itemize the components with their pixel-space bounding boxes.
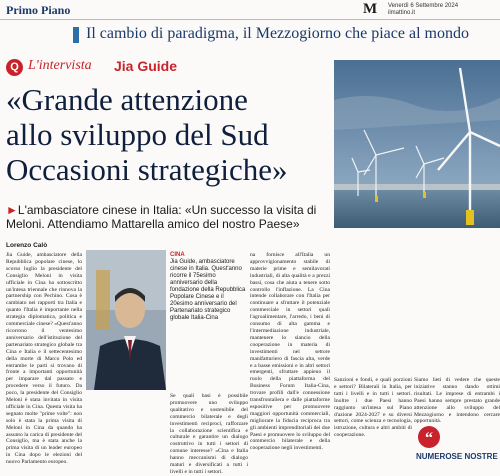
article-column: Se quali basi è possibile promuovere uno sviluppo qualitativo e sostenibile del commercio bilaterale e degli investimenti reciproci, rafforzare la collaborazione scientifica e culturale e garantire un dialogo costruttivo in tutti i settori di comune interesse? «Cina e Italia hanno meccanismi di dialogo maturi e diversificati a tutti i livelli e in tutti i settori. (170, 393, 248, 475)
newspaper-logo: M (363, 1, 378, 17)
section-title: Primo Piano (6, 3, 71, 17)
quote-bubble-icon: Q (6, 59, 23, 76)
kicker-headline: Il cambio di paradigma, il Mezzogiorno che piace al mondo (86, 25, 469, 42)
headline-line: Occasioni strategiche» (6, 152, 288, 187)
rubric (0, 58, 330, 78)
dateline (388, 3, 458, 17)
sidebar-label: NUMEROSE NOSTRE (416, 452, 498, 461)
kicker-marker (73, 27, 79, 43)
kicker-band (0, 24, 500, 44)
caption-text: Jia Guide, ambasciatore cinese in Italia. Quest'anno ricorre il 75esimo anniversario della fondazione della Repubblica Popolare Cinese e il 20esimo anniversario del Partenariato strategico globale Italia-Cina (170, 259, 246, 321)
issue-date: Venerdì 6 Settembre 2024 (388, 3, 459, 9)
ambassador-portrait (86, 250, 166, 390)
headline-line: «Grande attenzione (6, 82, 248, 117)
subtitle-text: L'ambasciatore cinese in Italia: «Un successo la visita di Meloni. Attendiamo Mattarella amico del nostro Paese» (6, 203, 317, 231)
photo-caption (170, 252, 248, 322)
page-header (0, 0, 500, 20)
portrait-image (86, 250, 166, 390)
caption-tag: CINA (170, 252, 185, 258)
article-column: na fornisce all'Italia un approvvigionamento stabile di materie prime e semilavorati industriali, di alta qualità e a prezzi bassi, cosa che aiuta a tenere sotto controllo l'inflazione. La Cina intende collaborare con l'Italia per continuare a sfruttare il potenziale commerciale in settori quali l'agroalimentare, l'arredo, i beni di consumo di alta gamma e l'intermediazione industriale, mantenere lo slancio della cooperazione in materia di investimenti nel settore manifatturiero di fascia alta, verde e a basse emissioni e in altri settori emergenti, sfruttare appieno il ruolo della piattaforma del Business Forum Italia-Cina, trovare profili dall'e connessione transfrontaliera e dalle piattaforme espositive per promuovere maggiori opportunità commerciali, migliorare la fiducia reciproca tra gli ambienti imprenditoriali dei due Paesi e promuovere lo sviluppo del commercio bilaterale e della cooperazione negli investimenti. (250, 252, 330, 452)
rubric-label: L'intervista (28, 58, 92, 73)
article-subtitle (6, 203, 332, 231)
article-headline (6, 82, 336, 187)
wind-farm-photo (334, 60, 500, 228)
wind-farm-image (334, 60, 500, 228)
article-column: Jia Guide, ambasciatore della Repubblica popolare cinese, lo scorso luglio la presidente del Consiglio Meloni in visita ufficiale in Cina ha sottoscritto un'intesa triennale che rinnova la partnership con Pechino. Cosa è cambiato nei rapporti tra Italia e quanto l'Italia è importante nella strategia diplomatica, politica e commerciale cinese? «Quest'anno ricorrono il ventesimo anniversario dell'istituzione del partenariato strategico globale tra Cina e Italia e il settecentesimo della morte di Marco Polo ed entrambe le parti si trovano di fronte a importanti opportunità per imparare dal passato e procedere verso il futuro. Da poco, la presidente del Consiglio Meloni è stata invitata in visita ufficiale in Cina. Questa visita ha segnato molte "prime volte": non solo è stata la prima visita di Meloni in Cina da quando ha assunto la carica di presidente del Consiglio, ma è stata anche la prima visita di un leader europeo in Cina dopo le elezioni del nuovo Parlamento europeo. (6, 252, 82, 466)
quote-mark-icon: “ (418, 426, 440, 448)
article-column: Sanzioni e fondi, e quali porzioni e settori? Bilaterali in Italia, per tutti i livelli e in tutti i settori. Inoltre i due Paesi hanno raggiunto un'intesa sul Piano d'azione 2024-2027 e su diversi settori, come scienza e tecnologia, istruzione, cultura e altri ambiti di cooperazione. (334, 377, 412, 439)
headline-line: allo sviluppo del Sud (6, 117, 269, 152)
interviewee-name: Jia Guide (114, 58, 178, 74)
site-url: ilmattino.it (388, 10, 416, 16)
arrow-icon: ► (6, 203, 18, 217)
article-column: Siamo lieti di vedere che queste iniziative stanno dando ottimi risultati. Le imprese di entrambi i Paesi hanno sempre prestato grande attenzione allo sviluppo del Mezzogiorno e intendono cercare opportunità. (414, 377, 500, 425)
byline: Lorenzo Calò (6, 242, 48, 249)
